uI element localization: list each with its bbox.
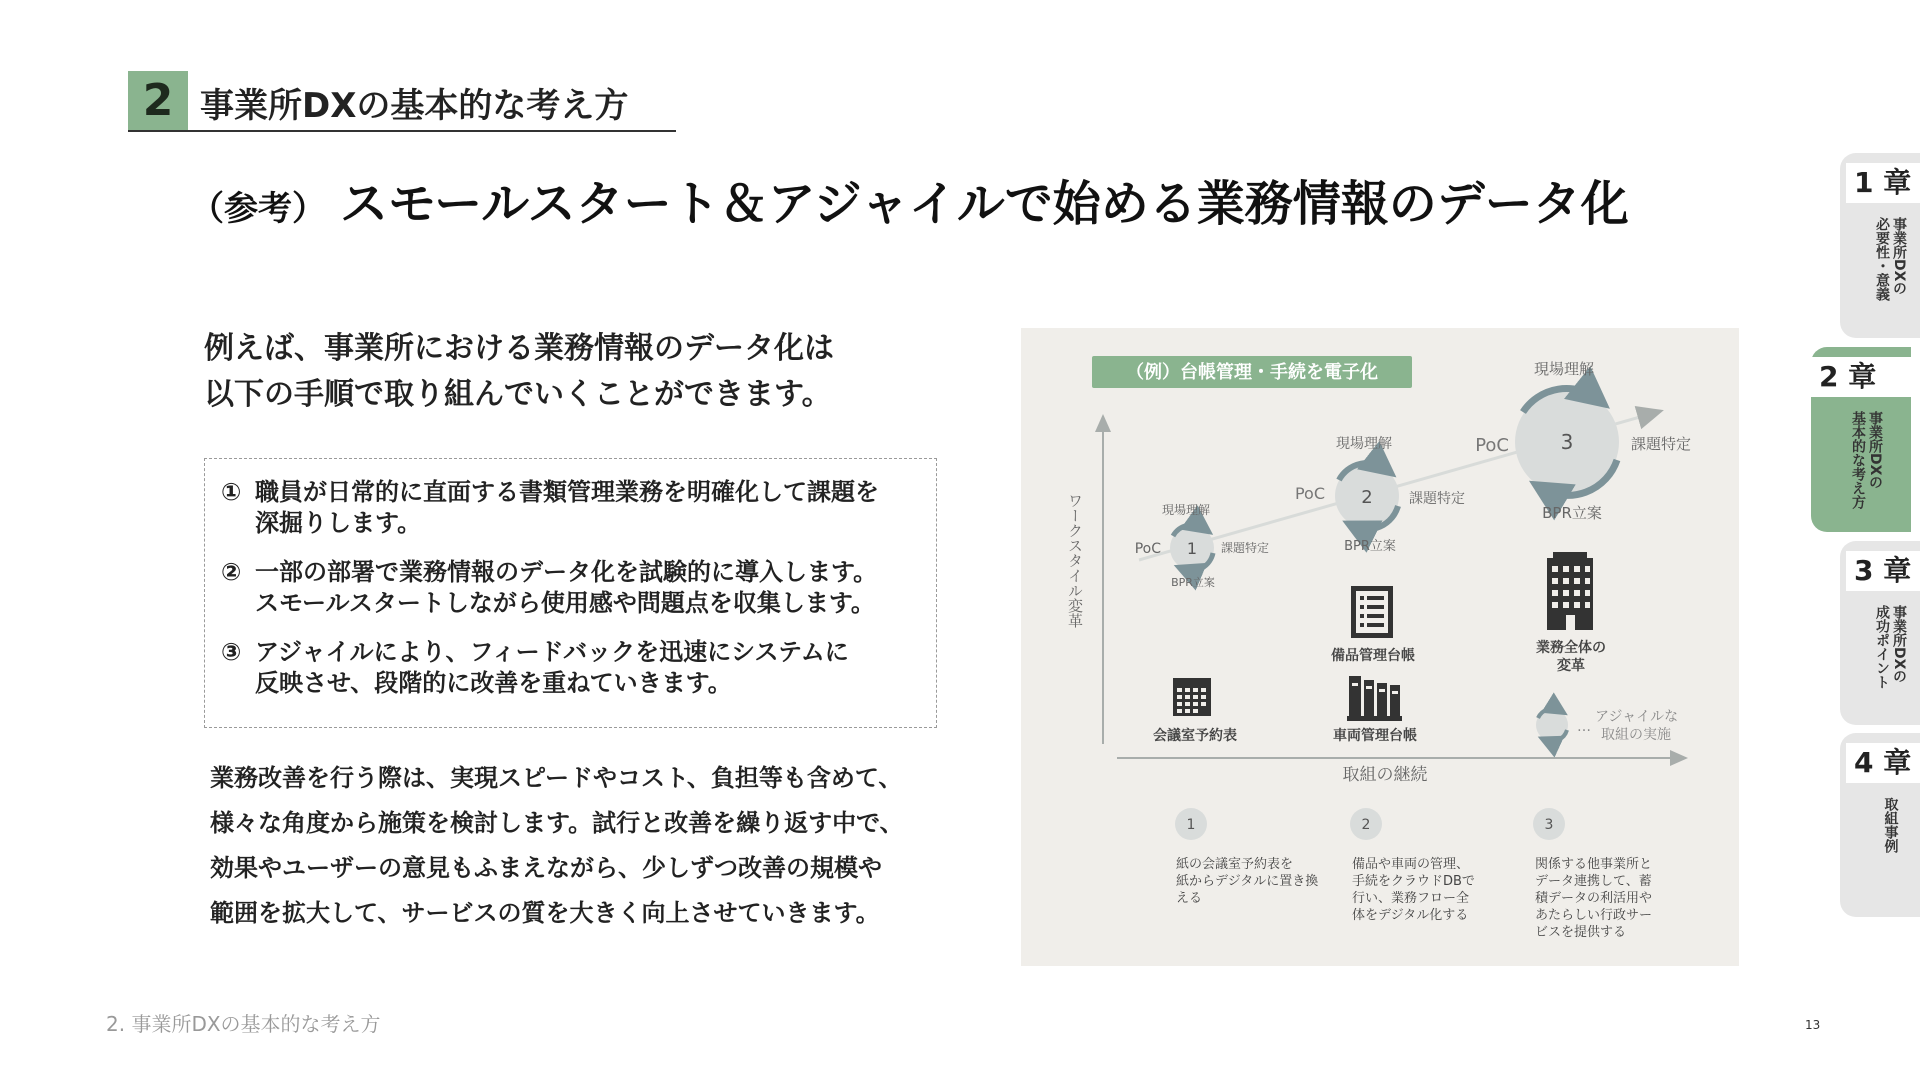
diagram-label: （例）台帳管理・手続を電子化 xyxy=(1126,362,1378,383)
step-item xyxy=(221,477,918,539)
y-axis-label: ワークスタイル変革 xyxy=(1066,493,1084,628)
note-line: ビスを提供する xyxy=(1535,925,1627,940)
cycle-poc: PoC xyxy=(1294,484,1325,503)
step-line: アジャイルにより、フィードバックを迅速にシステムに xyxy=(255,638,849,666)
cycle-number: 2 xyxy=(1361,487,1373,508)
step-number: ③ xyxy=(221,638,242,666)
legend-label: 取組の実施 xyxy=(1601,727,1671,743)
binders-icon xyxy=(1347,676,1402,721)
equipment-ledger-label: 備品管理台帳 xyxy=(1331,648,1415,664)
step-text xyxy=(255,557,877,619)
step-line: スモールスタートしながら使用感や問題点を収集します。 xyxy=(255,589,875,617)
cycle-right: 課題特定 xyxy=(1221,541,1270,555)
cycle-top: 現場理解 xyxy=(1336,436,1392,452)
note-1 xyxy=(1175,808,1318,906)
cycle-right: 課題特定 xyxy=(1631,435,1692,453)
cycle-1 xyxy=(1135,502,1269,589)
cycle-3 xyxy=(1475,360,1691,522)
paragraph-line: 業務改善を行う際は、実現スピードやコスト、負担等も含めて、 xyxy=(210,764,903,792)
steps-box xyxy=(204,458,937,728)
footer-section-label: 2. 事業所DXの基本的な考え方 xyxy=(106,1012,381,1036)
step-line: 深掘りします。 xyxy=(255,509,422,537)
note-line: 積データの利活用や xyxy=(1535,891,1653,906)
cycle-poc: PoC xyxy=(1134,541,1161,557)
cycle-number: 3 xyxy=(1560,430,1574,454)
tab-subtitle: 取組事例 xyxy=(1882,797,1899,853)
cycle-poc: PoC xyxy=(1475,435,1509,456)
section-title: 事業所DXの基本的な考え方 xyxy=(200,86,629,126)
step-item xyxy=(221,637,918,699)
cycle-right: 課題特定 xyxy=(1409,491,1465,507)
step-text xyxy=(255,637,849,699)
note-line: える xyxy=(1176,891,1203,906)
tab-heading: 2 章 xyxy=(1811,357,1920,397)
whole-business-label: 変革 xyxy=(1557,658,1585,674)
cycle-number: 1 xyxy=(1186,539,1198,558)
legend-label: アジャイルな xyxy=(1595,709,1679,725)
x-axis-label: 取組の継続 xyxy=(1342,765,1428,785)
title-main: スモールスタート＆アジャイルで始める業務情報のデータ化 xyxy=(340,176,1629,232)
cycle-top: 現場理解 xyxy=(1162,503,1211,517)
tab-subtitle: 事業所DXの 基本的な考え方 xyxy=(1850,411,1883,509)
note-line: 備品や車両の管理、 xyxy=(1352,857,1470,872)
whole-business-label: 業務全体の xyxy=(1536,640,1606,656)
step-text xyxy=(255,477,879,539)
intro-line: 例えば、事業所における業務情報のデータ化は xyxy=(204,331,834,366)
tab-heading: 3 章 xyxy=(1846,551,1920,591)
note-line: 体をデジタル化する xyxy=(1352,908,1469,923)
page-number: 13 xyxy=(1805,1018,1821,1032)
legend-ellipsis: … xyxy=(1577,719,1591,735)
intro-text xyxy=(204,326,834,418)
diagram-svg xyxy=(1021,328,1739,966)
step-line: 一部の部署で業務情報のデータ化を試験的に導入します。 xyxy=(255,558,878,586)
note-3 xyxy=(1533,808,1652,940)
note-number: 3 xyxy=(1544,817,1554,833)
chapter-tab-2[interactable] xyxy=(1811,347,1911,532)
note-line: 紙の会議室予約表を xyxy=(1176,857,1294,872)
note-line: あたらしい行政サー xyxy=(1535,908,1653,923)
title-prefix: （参考） xyxy=(190,189,326,229)
building-icon xyxy=(1547,552,1593,630)
tab-heading: 1 章 xyxy=(1846,163,1920,203)
paragraph-line: 効果やユーザーの意見もふまえながら、少しずつ改善の規模や xyxy=(210,854,882,882)
paragraph-line: 様々な角度から施策を検討します。試行と改善を繰り返す中で、 xyxy=(210,809,904,837)
cycle-top: 現場理解 xyxy=(1533,360,1595,378)
cycle-bottom: BPR立案 xyxy=(1344,539,1396,554)
note-number: 1 xyxy=(1186,817,1196,833)
note-line: 手続をクラウドDBで xyxy=(1352,874,1475,889)
step-item xyxy=(221,557,918,619)
step-number: ② xyxy=(221,558,242,586)
note-number: 2 xyxy=(1361,817,1371,833)
note-line: 関係する他事業所と xyxy=(1535,857,1653,872)
meeting-room-label: 会議室予約表 xyxy=(1153,728,1237,744)
cycle-bottom: BPR立案 xyxy=(1542,504,1602,522)
document-icon xyxy=(1351,586,1393,638)
cycle-2 xyxy=(1295,436,1465,554)
body-paragraph xyxy=(210,756,970,936)
cycle-bottom: BPR立案 xyxy=(1171,576,1215,589)
step-line: 反映させ、段階的に改善を重ねていきます。 xyxy=(255,669,732,697)
step-line: 職員が日常的に直面する書類管理業務を明確化して課題を xyxy=(255,478,879,506)
page-title xyxy=(190,165,1629,234)
chapter-tab-3[interactable] xyxy=(1840,541,1920,725)
note-line: 行い、業務フロー全 xyxy=(1352,891,1470,906)
tab-subtitle: 事業所DXの 必要性・意義 xyxy=(1874,217,1907,301)
step-number: ① xyxy=(221,478,242,506)
process-diagram xyxy=(1021,328,1739,966)
legend-cycle-icon xyxy=(1536,709,1568,742)
note-line: 紙からデジタルに置き換 xyxy=(1176,874,1319,889)
calendar-icon xyxy=(1173,678,1211,716)
section-number: 2 xyxy=(128,71,188,131)
chapter-tab-1[interactable] xyxy=(1840,153,1920,338)
tab-subtitle: 事業所DXの 成功ポイント xyxy=(1874,605,1907,689)
chapter-tab-4[interactable] xyxy=(1840,733,1920,917)
intro-line: 以下の手順で取り組んでいくことができます。 xyxy=(204,377,832,412)
note-2 xyxy=(1350,808,1475,923)
vehicle-ledger-label: 車両管理台帳 xyxy=(1333,728,1417,744)
paragraph-line: 範囲を拡大して、サービスの質を大きく向上させていきます。 xyxy=(210,899,880,927)
section-underline xyxy=(128,130,676,132)
tab-heading: 4 章 xyxy=(1846,743,1920,783)
note-line: データ連携して、蓄 xyxy=(1535,874,1652,889)
